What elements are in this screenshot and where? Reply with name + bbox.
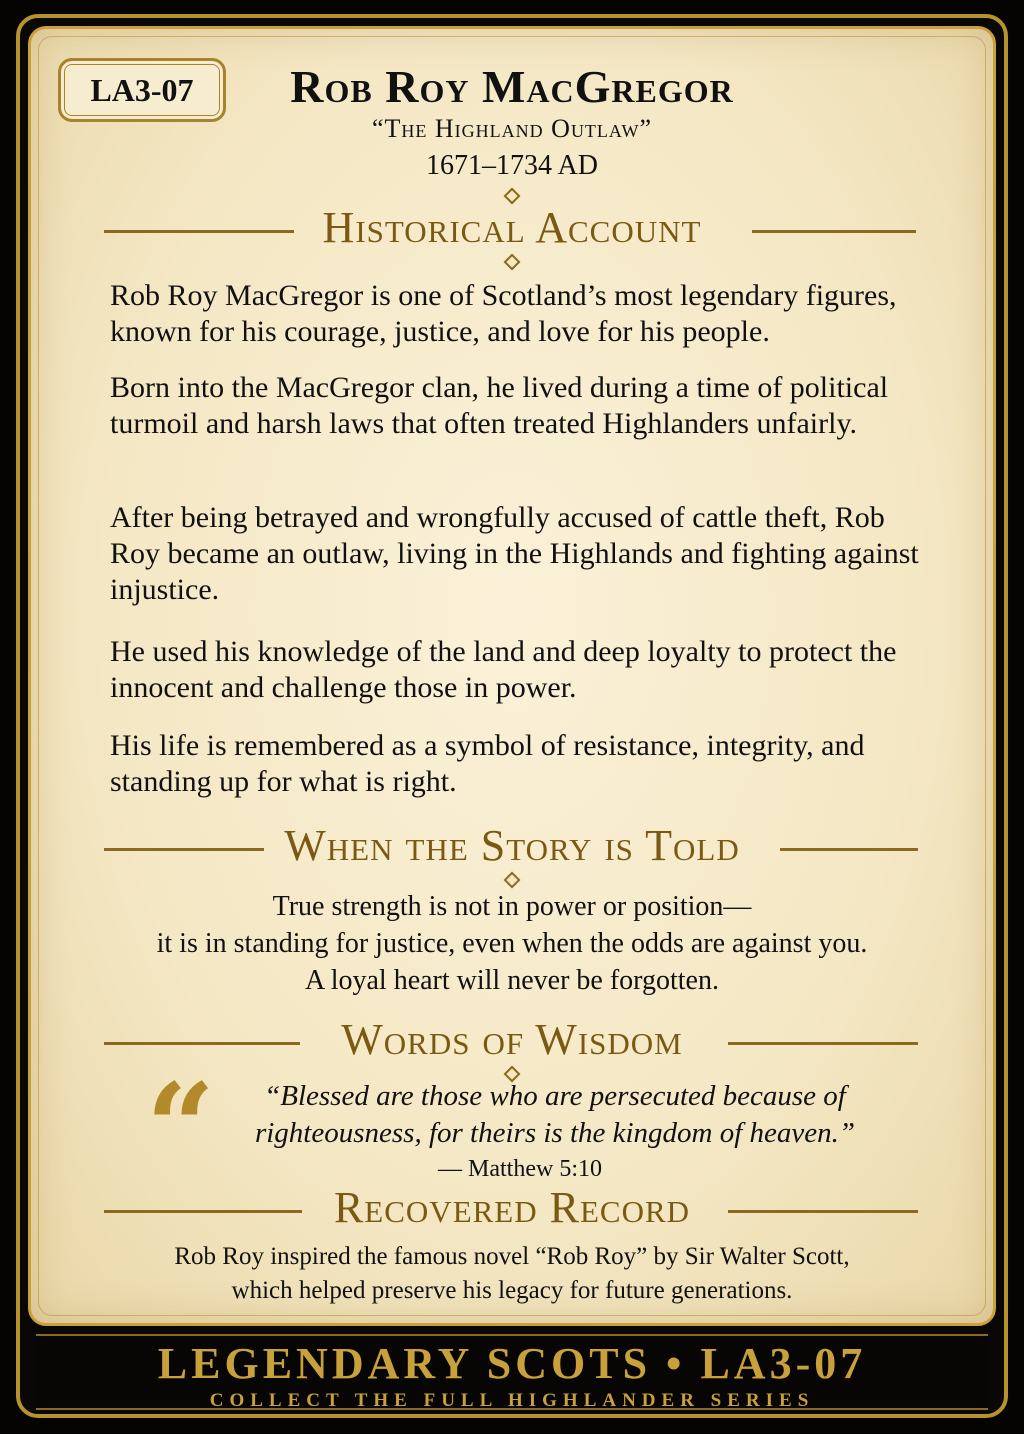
story-line: it is in standing for justice, even when the odds are against you. <box>156 928 868 959</box>
scripture-quote: “Blessed are those who are persecuted because of righteousness, for theirs is the kingdom of heaven.” <box>254 1080 856 1149</box>
history-paragraph: His life is remembered as a symbol of resistance, integrity, and standing up for what is right. <box>110 729 865 798</box>
record-line: Rob Roy inspired the famous novel “Rob Roy” by Sir Walter Scott, <box>174 1243 850 1270</box>
record-line: which helped preserve his legacy for future generations. <box>231 1277 793 1304</box>
heading-label: Words of Wisdom <box>341 1015 683 1064</box>
footer-series-subtitle: COLLECT THE FULL HIGHLANDER SERIES <box>209 1390 815 1411</box>
scripture-reference: — Matthew 5:10 <box>438 1156 602 1182</box>
story-line: A loyal heart will never be forgotten. <box>305 965 719 996</box>
quote-mark-icon: “ <box>146 1057 216 1198</box>
history-paragraph: Rob Roy MacGregor is one of Scotland’s most legendary figures, known for his courage, justice, and love for his people. <box>110 279 897 348</box>
heading-label: When the Story is Told <box>284 821 740 870</box>
heading-label: Recovered Record <box>333 1183 691 1232</box>
history-paragraph: After being betrayed and wrongfully accused of cattle theft, Rob Roy became an outlaw, living in the Highlands and fighting against injustice. <box>110 501 919 606</box>
history-paragraph: Born into the MacGregor clan, he lived during a time of political turmoil and harsh laws that often treated Highlanders unfairly. <box>110 371 889 440</box>
section-heading-record <box>0 1182 1024 1242</box>
card-dates: 1671–1734 AD <box>426 150 598 181</box>
footer-series-title: LEGENDARY SCOTS • LA3-07 <box>157 1339 867 1388</box>
card-title: Rob Roy MacGregor <box>290 61 734 112</box>
card-epithet: “The Highland Outlaw” <box>371 114 653 143</box>
story-line: True strength is not in power or position— <box>272 891 752 922</box>
history-paragraph: He used his knowledge of the land and deep loyalty to protect the innocent and challenge those in power. <box>110 635 897 704</box>
card-code: LA3-07 <box>90 71 194 108</box>
heading-label: Historical Account <box>322 203 702 252</box>
